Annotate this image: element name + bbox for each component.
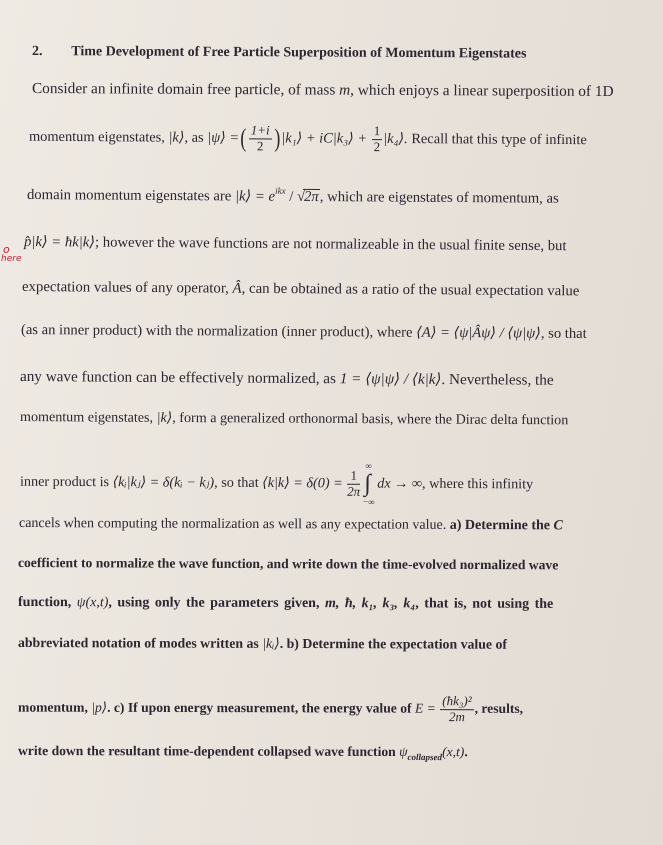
text-line-11: coefficient to normalize the wave function, and write down the time-evolved normalized wave <box>17 555 559 573</box>
problem-number: 2. <box>31 44 43 60</box>
text-line-6: (as an inner product) with the normalization (inner product), where ⟨A⟩ = ⟨ψ|Âψ⟩ / ⟨ψ|ψ⟩, so that <box>20 322 587 342</box>
margin-handwritten-mark: o <box>3 243 10 256</box>
text-line-13: abbreviated notation of modes written as |kᵢ⟩. b) Determine the expectation value of <box>17 635 507 652</box>
margin-handwritten-note: here <box>1 254 22 264</box>
text-line-5: expectation values of any operator, Â, can be obtained as a ratio of the usual expectation value <box>21 279 580 300</box>
text-line-1: Consider an infinite domain free particle, of mass m, which enjoys a linear superposition of 1D <box>31 80 614 101</box>
text-line-10: cancels when computing the normalization as well as any expectation value. a) Determine the C <box>18 516 563 534</box>
operator-a-hat: Â <box>232 280 242 297</box>
integral-sign: ∞ ∫ −∞ <box>363 461 375 508</box>
text-line-2: momentum eigenstates, |k⟩, as |ψ⟩ =( $\frac{1+i}{2}$ )|k₁⟩ + iC|k₃⟩ + $\frac{1}{2}$ |k₄⟩. Recall that this type of infinite <box>28 122 587 155</box>
problem-title-line <box>32 45 527 62</box>
text-line-7: any wave function can be effectively normalized, as 1 = ⟨ψ|ψ⟩ / ⟨k|k⟩. Nevertheless, the <box>19 368 554 389</box>
text-line-14: momentum, |p⟩. c) If upon energy measurement, the energy value of E = $\frac{\text{(ħk₃)²}}{2m}$ , results, <box>17 693 524 725</box>
text-line-15: write down the resultant time-dependent collapsed wave function $\psi_{collapsed}(x,t)$. <box>17 743 468 763</box>
text-line-9: inner product is ⟨kᵢ|kⱼ⟩ = δ(kᵢ − kⱼ), so that ⟨k|k⟩ = δ(0) = $\frac{1}{2\pi}$ ∞ ∫ −∞ dx → ∞, where this infinity <box>19 461 534 508</box>
text-line-3: domain momentum eigenstates are |k⟩ = $e^{ikx} / √2\pi$, which are eigenstates of momentum, as <box>26 185 559 207</box>
text-line-4: p̂|k⟩ = ħk|k⟩; however the wave functions are not normalizeable in the usual finite sense, but <box>23 234 567 255</box>
text-line-8: momentum eigenstates, |k⟩, form a generalized orthonormal basis, where the Dirac delta function <box>19 409 569 429</box>
text-line-12: function, ψ(x,t), using only the parameters given, m, ħ, k₁, k₃, k₄, that is, not using the <box>17 595 554 612</box>
problem-title: Time Development of Free Particle Superposition of Momentum Eigenstates <box>71 44 527 62</box>
